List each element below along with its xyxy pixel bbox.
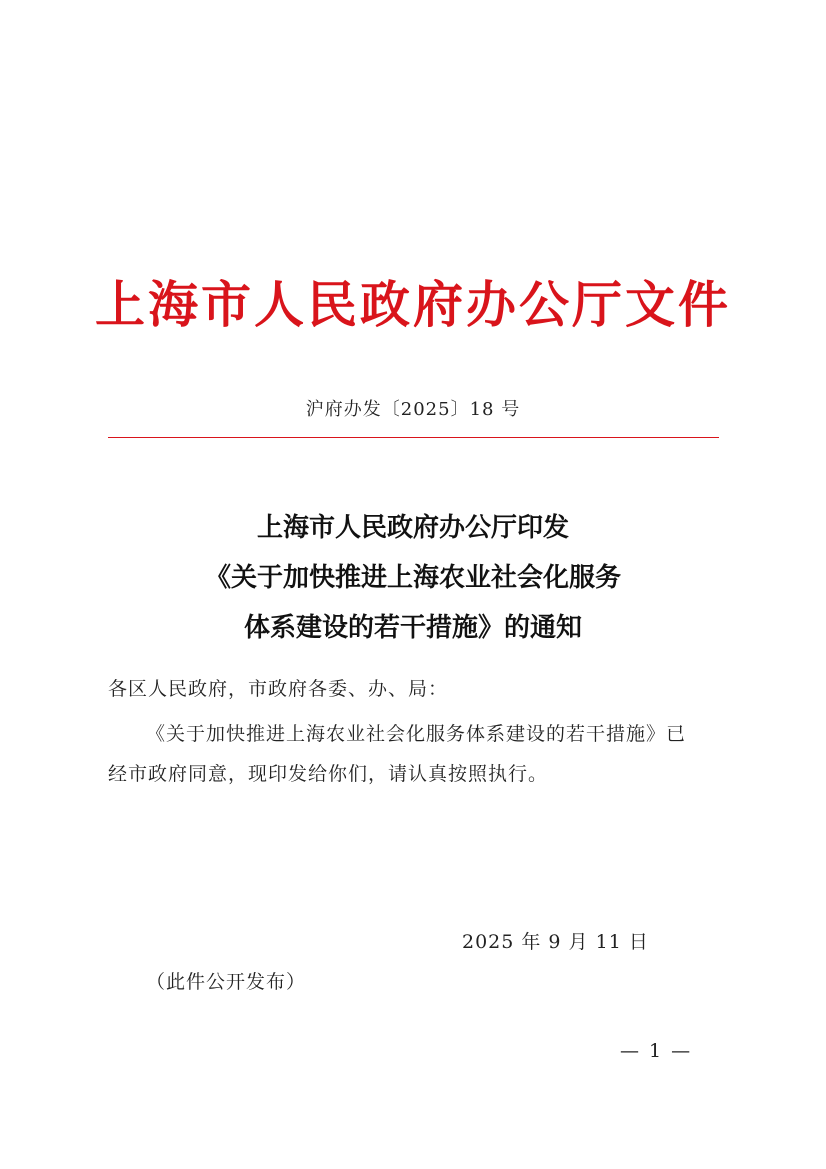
body-line-1: 《关于加快推进上海农业社会化服务体系建设的若干措施》已 (146, 723, 687, 745)
body-line-2: 经市政府同意，现印发给你们，请认真按照执行。 (108, 763, 549, 785)
red-separator-line (108, 437, 719, 438)
release-note: （此件公开发布） (146, 971, 307, 993)
masthead-title: 上海市人民政府办公厅文件 (95, 275, 731, 334)
issue-date: 2025 年 9 月 11 日 (462, 931, 649, 953)
addressee: 各区人民政府，市政府各委、办、局： (108, 678, 449, 700)
notice-title-line-2: 《关于加快推进上海农业社会化服务 (204, 563, 621, 593)
notice-title-line-3: 体系建设的若干措施》的通知 (243, 613, 582, 643)
document-number: 沪府办发〔2025〕18 号 (305, 399, 521, 420)
body-paragraph (108, 714, 720, 794)
notice-title (0, 503, 826, 653)
notice-title-line-1: 上海市人民政府办公厅印发 (256, 513, 569, 543)
page-number: — 1 — (620, 1040, 693, 1062)
